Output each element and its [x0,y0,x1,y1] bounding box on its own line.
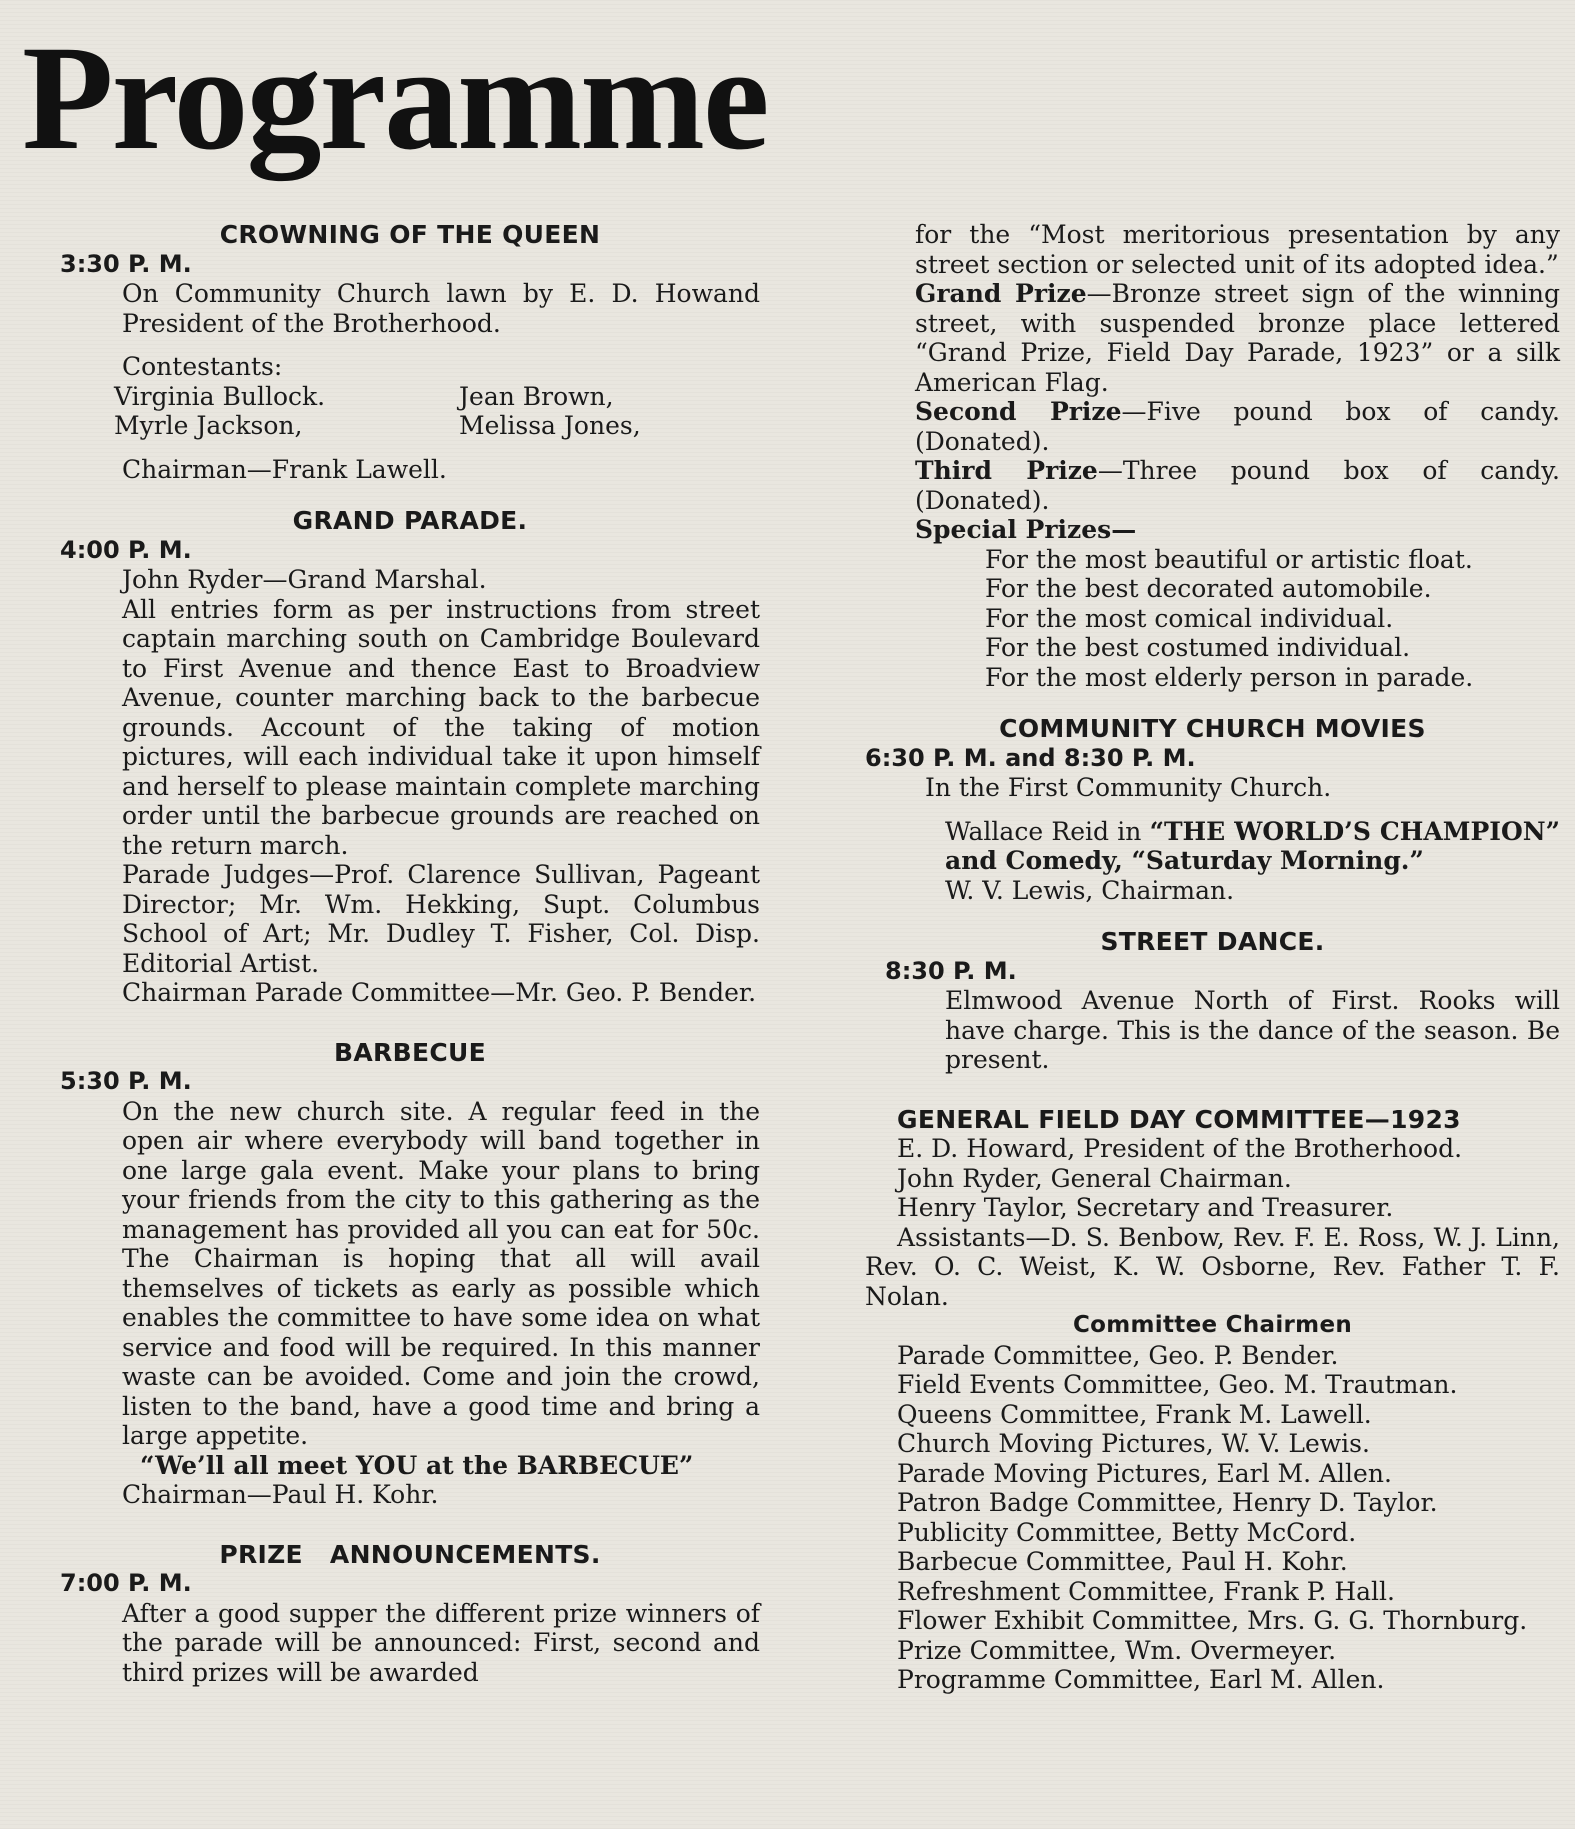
parade-chairman: Chairman Parade Committee—Mr. Geo. P. Bender. [122,978,757,1007]
list-item: Publicity Committee, Betty McCord. [897,1517,1357,1547]
prize-details [865,220,1560,692]
list-item: For the most comical individual. [985,603,1394,633]
second-prize [865,397,1560,456]
contestants-label: Contestants: [122,352,283,381]
contestant: Virginia Bullock. [114,381,326,411]
list-item: E. D. Howard, President of the Brotherhood. [897,1134,1463,1163]
crowning-heading: CROWNING OF THE QUEEN [219,220,601,249]
special-prizes-list [865,545,1560,693]
grand-prize-label: Grand Prize [915,279,1087,308]
parade-heading: GRAND PARADE. [292,506,528,535]
movies-heading: COMMUNITY CHURCH MOVIES [999,714,1426,743]
list-item: Refreshment Committee, Frank P. Hall. [897,1576,1395,1606]
list-item: Henry Taylor, Secretary and Treasurer. [897,1193,1394,1222]
list-item: Queens Committee, Frank M. Lawell. [897,1399,1372,1429]
list-item: Flower Exhibit Committee, Mrs. G. G. Thornburg. [897,1606,1528,1635]
movies-time: 6:30 P. M. and 8:30 P. M. [865,743,1196,772]
barbecue-section [60,1038,760,1510]
list-item: Programme Committee, Earl M. Allen. [897,1665,1385,1694]
prize-section [60,1540,760,1688]
parade-text: All entries form as per instructions from street captain marching south on Cambridge Boulevard to First Avenue and thence East to Broadview Avenue, counter marching back to the barbecue grounds. Account of the taking of motion pictures, will each individual take it upon himself and herself to please maintain complete marching order until the barbecue grounds are reached on the return march. [122,594,760,860]
special-prizes-label: Special Prizes— [915,515,1137,544]
second-prize-text: —Five pound box of candy. (Donated). [915,397,1560,456]
committee-heading: GENERAL FIELD DAY COMMITTEE—1923 [897,1104,1461,1134]
parade-section [60,506,760,1008]
movies-feature-title: “THE WORLD’S CHAMPION” and Comedy, “Saturday Morning.” [945,816,1560,875]
list-item: Parade Committee, Geo. P. Bender. [897,1340,1339,1370]
crowning-chairman: Chairman—Frank Lawell. [122,454,447,484]
movies-section [865,714,1560,905]
left-column [60,220,760,1687]
movies-chairman: W. V. Lewis, Chairman. [945,875,1235,905]
third-prize [865,456,1560,515]
grand-prize [865,279,1560,397]
parade-marshal: John Ryder—Grand Marshal. [122,565,487,594]
barbecue-time: 5:30 P. M. [60,1067,192,1095]
list-item: John Ryder, General Chairman. [897,1163,1292,1193]
dance-section [865,927,1560,1075]
barbecue-slogan: “We’ll all meet YOU at the BARBECUE” [140,1450,694,1480]
committee-members [865,1134,1560,1223]
movies-feature [865,817,1560,876]
prize-continuation: for the “Most meritorious presentation by any street section or selected unit of its adopted idea.” [915,220,1560,279]
list-item: Barbecue Committee, Paul H. Kohr. [897,1547,1348,1576]
crowning-text: On Community Church lawn by E. D. Howand President of the Brotherhood. [122,279,760,338]
list-item: For the most elderly person in parade. [985,662,1474,692]
barbecue-heading: BARBECUE [334,1037,486,1067]
prize-time: 7:00 P. M. [60,1569,192,1597]
dance-time: 8:30 P. M. [885,956,1017,985]
dance-heading: STREET DANCE. [1100,927,1325,956]
crowning-section [60,220,760,484]
list-item: Church Moving Pictures, W. V. Lewis. [897,1429,1370,1458]
barbecue-text: On the new church site. A regular feed in the open air where everybody will band together in one large gala event. Make your plans to bring your friends from the city to this gathering as the management has provided all you can eat for 50c. The Chairman is hoping that all will avail themselves of tickets as early as possible which enables the committee to have some idea on what service and food will be required. In this manner waste can be avoided. Come and join the crowd, listen to the band, have a good time and bring a large appetite. [122,1096,760,1450]
prize-heading: PRIZE ANNOUNCEMENTS. [219,1539,601,1569]
crowning-time: 3:30 P. M. [60,249,192,278]
list-item: Patron Badge Committee, Henry D. Taylor. [897,1488,1438,1517]
list-item: For the most beautiful or artistic float. [985,544,1473,574]
movies-place: In the First Community Church. [925,773,1332,802]
parade-judges: Parade Judges—Prof. Clarence Sullivan, Pageant Director; Mr. Wm. Hekking, Supt. Columbus School of Art; Mr. Dudley T. Fisher, Col. Disp. Editorial Artist. [122,860,760,978]
right-column [865,220,1560,1695]
page-title: Programme [22,15,768,181]
list-item: For the best costumed individual. [985,633,1411,662]
third-prize-text: —Three pound box of candy. (Donated). [915,456,1560,515]
grand-prize-text: —Bronze street sign of the winning street, with suspended bronze place lettered “Grand Prize, Field Day Parade, 1923” or a silk American Flag. [915,279,1560,397]
contestant: Myrle Jackson, [114,411,303,440]
committee-assistants: Assistants—D. S. Benbow, Rev. F. E. Ross, W. J. Linn, Rev. O. C. Weist, K. W. Osborne, Rev. Father T. F. Nolan. [865,1222,1560,1311]
list-item: For the best decorated automobile. [985,574,1432,603]
committee-section [865,1105,1560,1695]
contestants-list [60,382,760,441]
contestant: Jean Brown, [459,381,614,411]
contestant: Melissa Jones, [459,411,641,440]
list-item: Field Events Committee, Geo. M. Trautman. [897,1370,1458,1399]
list-item: Prize Committee, Wm. Overmeyer. [897,1635,1337,1665]
parade-time: 4:00 P. M. [60,535,192,564]
list-item: Parade Moving Pictures, Earl M. Allen. [897,1458,1392,1488]
third-prize-label: Third Prize [915,456,1098,485]
chairmen-list [865,1341,1560,1695]
second-prize-label: Second Prize [915,397,1122,426]
prize-text: After a good supper the different prize winners of the parade will be announced: First, second and third prizes will be awarded [122,1598,760,1687]
movies-feature-prefix: Wallace Reid in [945,816,1150,846]
chairmen-heading: Committee Chairmen [1072,1312,1353,1338]
barbecue-chairman: Chairman—Paul H. Kohr. [122,1480,439,1509]
dance-text: Elmwood Avenue North of First. Rooks will have charge. This is the dance of the season. Be present. [945,986,1560,1074]
